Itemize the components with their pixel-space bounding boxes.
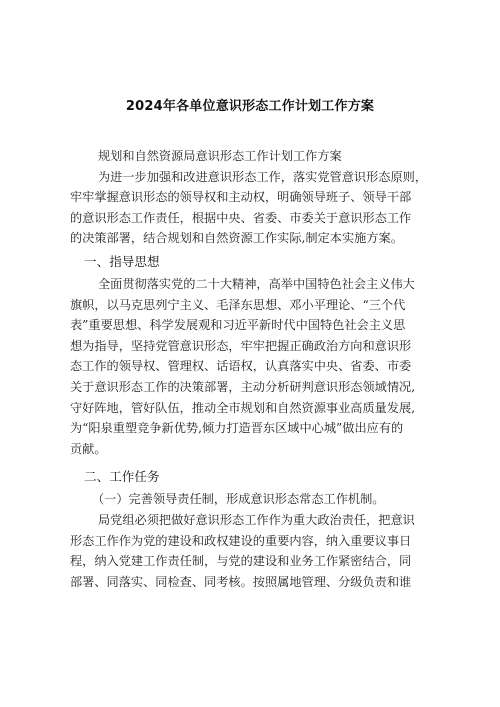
paragraph-line: 程，纳入党建工作责任制，与党的建设和业务工作紧密结合，同	[70, 554, 412, 569]
paragraph-line: 表”重要思想、科学发展观和习近平新时代中国特色社会主义思	[70, 318, 406, 333]
paragraph-line: 旗帜，以马克思列宁主义、毛泽东思想、邓小平理论、“三个代	[70, 297, 406, 312]
intro-line: 为进一步加强和改进意识形态工作，落实党管意识形态原则，	[98, 169, 428, 184]
paragraph-line: 关于意识形态工作的决策部署，主动分析研判意识形态领域情况,	[70, 379, 416, 394]
section-heading: 二、工作任务	[84, 469, 160, 485]
intro-line: 的决策部署，结合规划和自然资源工作实际,制定本实施方案。	[70, 231, 403, 246]
paragraph-line: 形态工作作为党的建设和政权建设的重要内容，纳入重要议事日	[70, 533, 412, 548]
document-body	[70, 146, 432, 592]
paragraph-line: 贡献。	[70, 441, 107, 456]
paragraph-line: 守好阵地，管好队伍，推动全市规划和自然资源事业高质量发展,	[70, 400, 416, 415]
intro-line: 牢牢掌握意识形态的领导权和主动权，明确领导班子、领导干部	[70, 190, 412, 205]
paragraph-line: 想为指导，坚持党管意识形态，牢牢把握正确政治方向和意识形	[70, 338, 412, 353]
section-heading: 一、指导思想	[84, 253, 160, 269]
paragraph-line: 全面贯彻落实党的二十大精神，高举中国特色社会主义伟大	[98, 276, 415, 291]
paragraph-line: 局党组必须把做好意识形态工作作为重大政治责任，把意识	[98, 512, 415, 527]
document-subtitle: 规划和自然资源局意识形态工作计划工作方案	[98, 149, 342, 163]
document-title: 2024年各单位意识形态工作计划工作方案	[125, 99, 375, 114]
paragraph-line: 态工作的领导权、管理权、话语权，认真落实中央、省委、市委	[70, 359, 412, 374]
paragraph-line: 部署、同落实、同检查、同考核。按照属地管理、分级负责和谁	[70, 574, 412, 589]
paragraph-line: 为“阳泉重塑竞争新优势,倾力打造晋东区域中心城”做出应有的	[70, 421, 404, 436]
intro-line: 的意识形态工作责任，根据中央、省委、市委关于意识形态工作	[70, 210, 412, 225]
subsection-heading: （一）完善领导责任制，形成意识形态常态工作机制。	[92, 492, 385, 507]
